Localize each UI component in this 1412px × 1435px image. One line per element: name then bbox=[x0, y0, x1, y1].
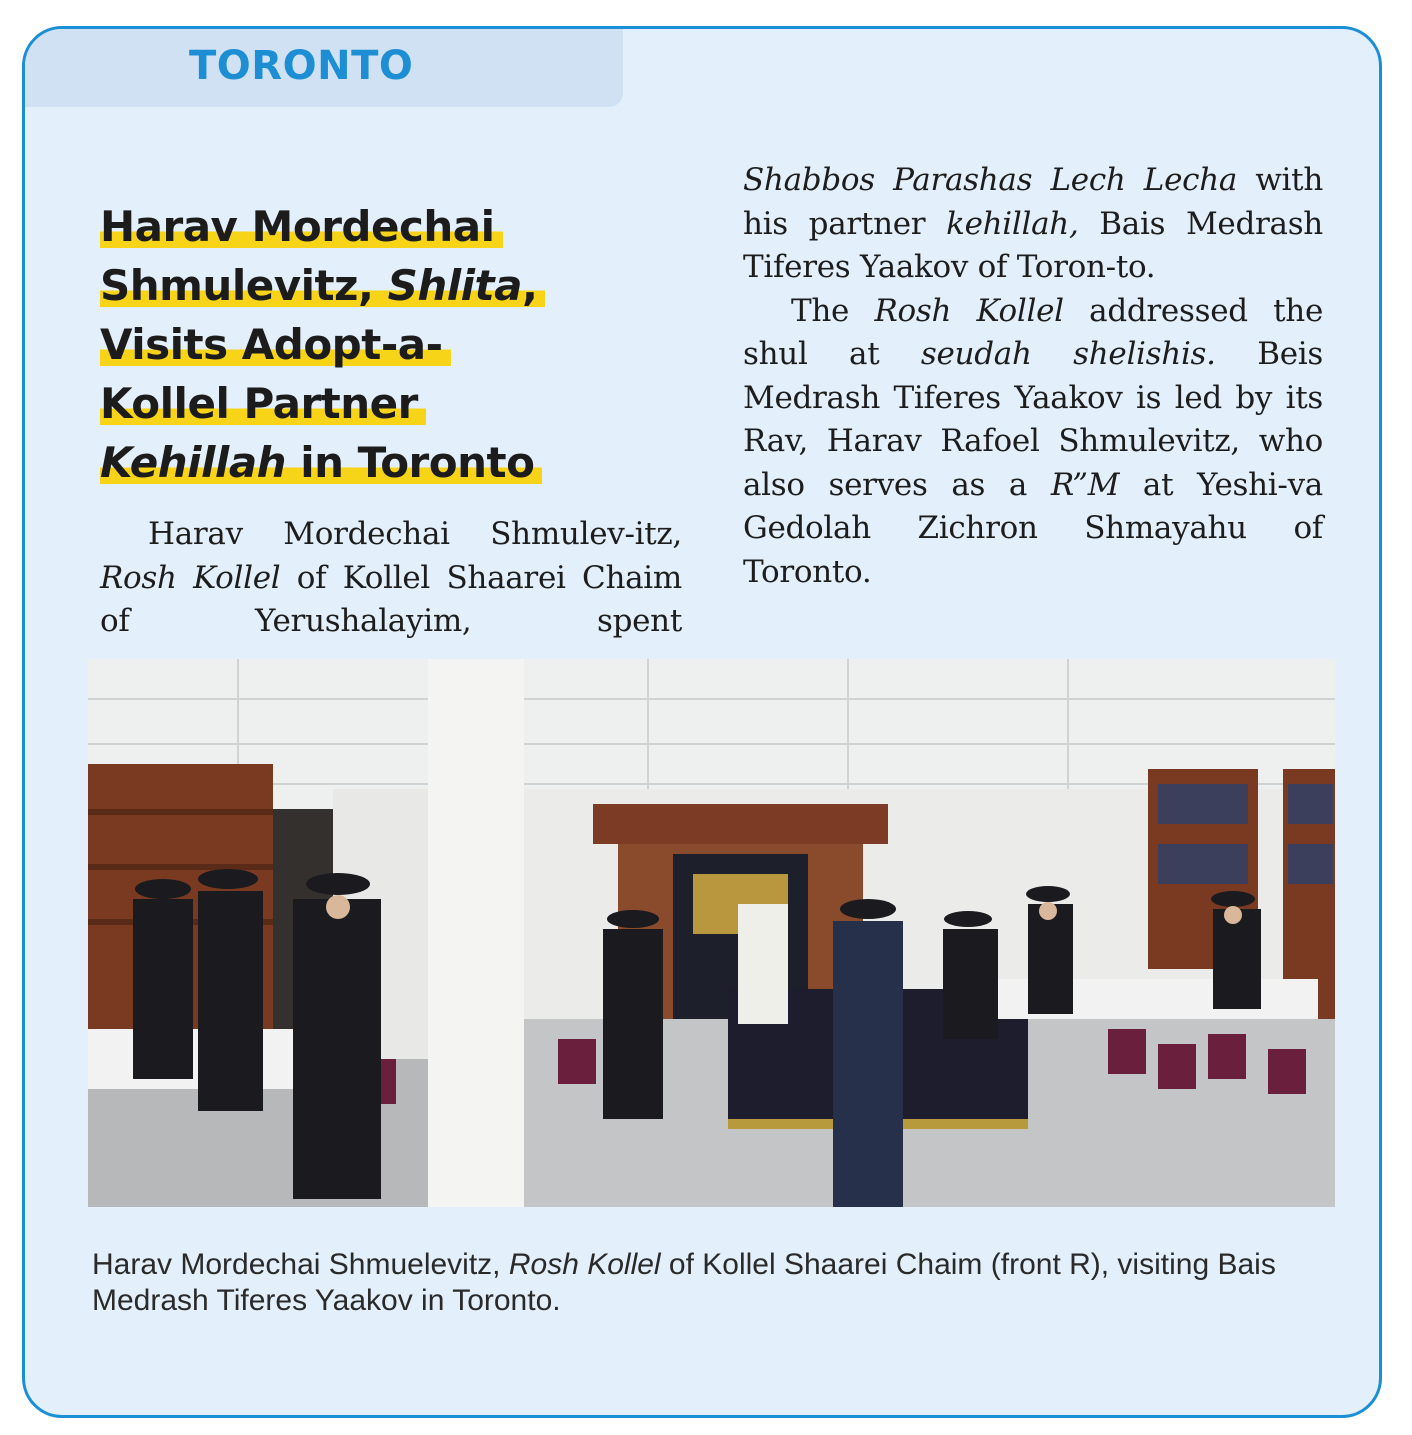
headline bbox=[100, 197, 640, 492]
headline-line-3: Visits Adopt-a- bbox=[100, 320, 451, 369]
headline-line-5: Kehillah in Toronto bbox=[100, 438, 542, 487]
headline-line-2: Shmulevitz, Shlita, bbox=[100, 261, 545, 310]
section-tab bbox=[25, 29, 623, 107]
article-card bbox=[22, 26, 1382, 1418]
paragraph-2: The Rosh Kollel addressed the shul at seudah shelishis. Beis Medrash Tiferes Yaakov is led by its Rav, Harav Rafoel Shmulevitz, who also serves as a R”M at Yeshi-va Gedolah Zichron Shmayahu of Toronto. bbox=[743, 292, 1324, 590]
paragraph-1-end: Shabbos Parashas Lech Lecha with his partner kehillah, Bais Medrash Tiferes Yaakov of Toron-to. bbox=[743, 162, 1323, 285]
article-column-2 bbox=[743, 159, 1323, 594]
headline-line-1: Harav Mordechai bbox=[100, 202, 503, 251]
paragraph-1-start: Harav Mordechai Shmulev-itz, Rosh Kollel of Kollel Shaarei Chaim of Yerushalayim, spent bbox=[100, 516, 683, 639]
photo-caption: Harav Mordechai Shmuelevitz, Rosh Kollel of Kollel Shaarei Chaim (front R), visiting Bais Medrash Tiferes Yaakov in Toronto. bbox=[92, 1248, 1276, 1317]
synagogue-photo bbox=[88, 659, 1335, 1207]
section-label: TORONTO bbox=[189, 43, 414, 89]
headline-line-4: Kollel Partner bbox=[100, 379, 426, 428]
article-column-1 bbox=[100, 513, 682, 644]
